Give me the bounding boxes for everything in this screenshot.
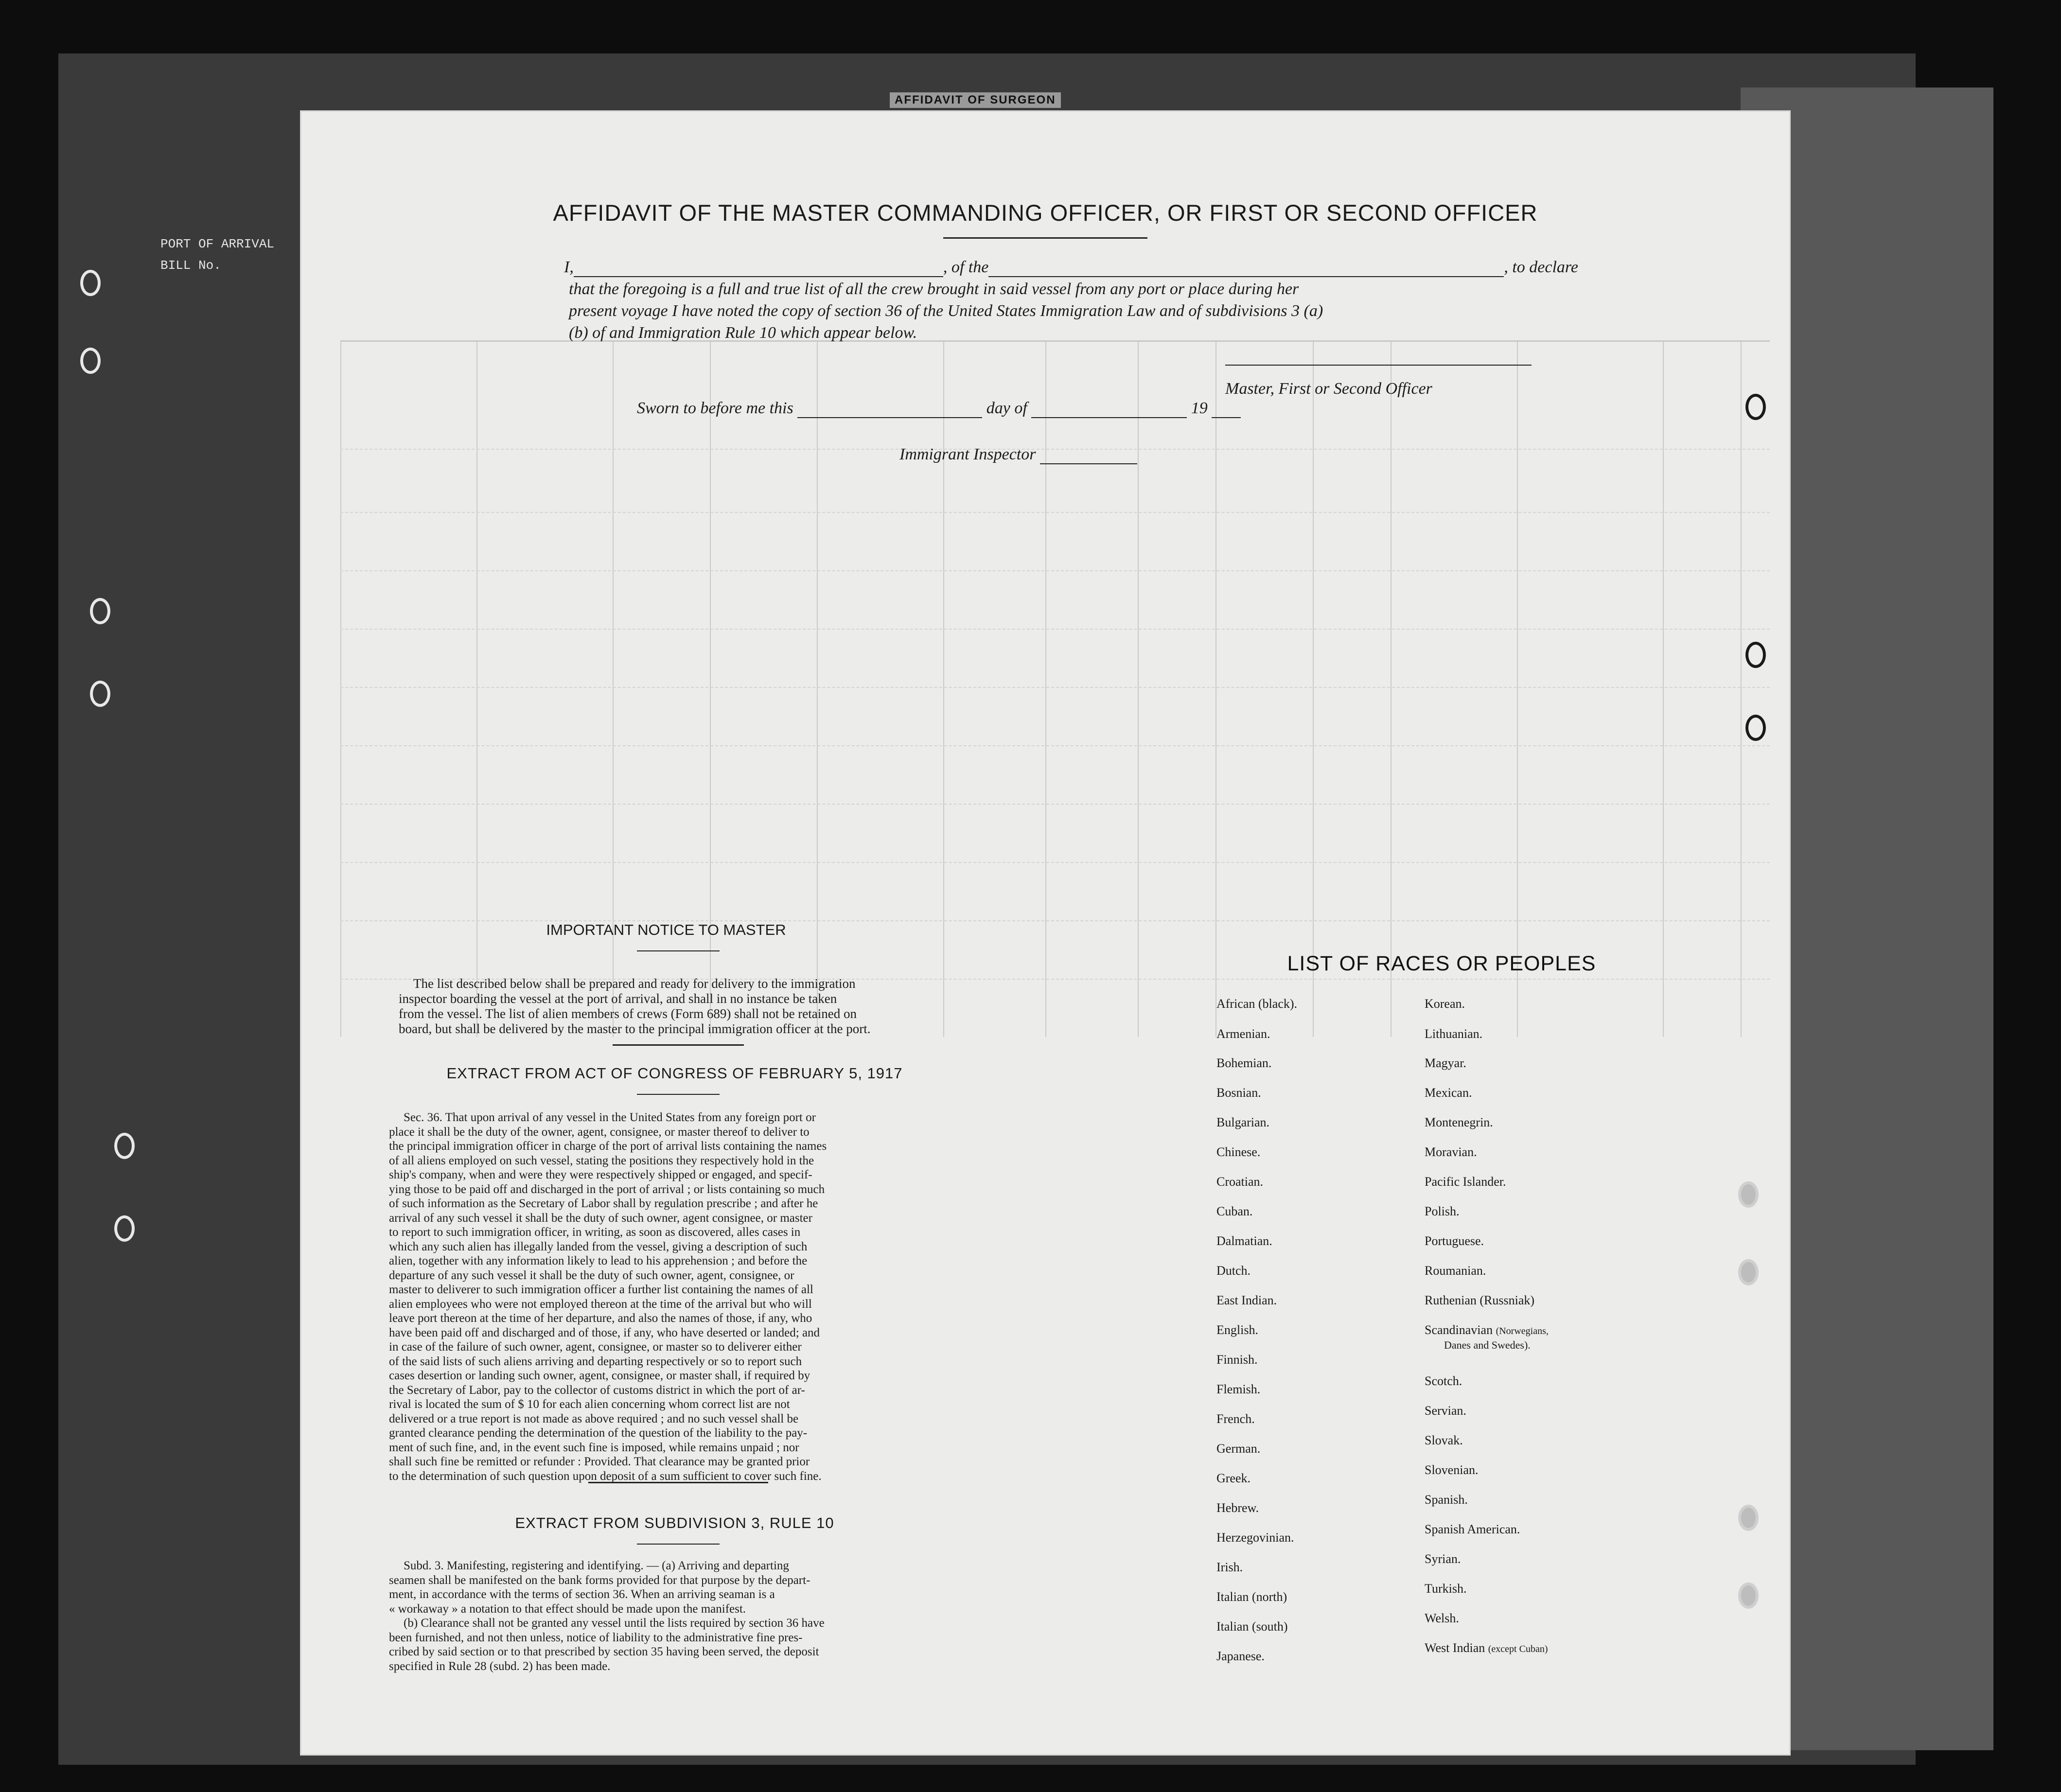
- inspector-line: Immigrant Inspector: [899, 445, 1137, 464]
- binder-hole-icon: [1738, 1505, 1759, 1531]
- sworn-year-field[interactable]: [1212, 417, 1241, 418]
- race-item: Chinese.: [1216, 1145, 1261, 1159]
- race-item: Bulgarian.: [1216, 1115, 1270, 1129]
- race-item: Turkish.: [1425, 1581, 1467, 1596]
- title-underline: [943, 237, 1147, 239]
- binder-hole-icon: [114, 1133, 135, 1159]
- race-item: Servian.: [1425, 1404, 1466, 1418]
- race-item: Polish.: [1425, 1204, 1460, 1218]
- extract-act-underline: [637, 1094, 720, 1095]
- vessel-field[interactable]: [988, 276, 1504, 277]
- race-item: Dalmatian.: [1216, 1234, 1272, 1248]
- extract-act-heading: EXTRACT FROM ACT OF CONGRESS OF FEBRUARY 5, 1917: [446, 1065, 903, 1082]
- sworn-line: Sworn to before me this day of 19: [637, 399, 1241, 418]
- binder-hole-icon: [1745, 642, 1766, 668]
- race-item: Roumanian.: [1425, 1264, 1486, 1278]
- race-item: German.: [1216, 1441, 1261, 1456]
- race-item: Slovak.: [1425, 1433, 1463, 1447]
- race-item: Mexican.: [1425, 1086, 1472, 1100]
- binder-hole-icon: [1738, 1582, 1759, 1609]
- race-item: Portuguese.: [1425, 1234, 1484, 1248]
- binder-hole-icon: [1738, 1259, 1759, 1285]
- affidavit-line-4: (b) of and Immigration Rule 10 which appear below.: [569, 324, 917, 342]
- notice-underline: [637, 950, 720, 951]
- section-divider: [613, 1044, 744, 1046]
- race-item: Italian (south): [1216, 1619, 1288, 1634]
- important-notice-text: The list described below shall be prepared and ready for delivery to the immigration inspector boarding the vessel at the port of arrival, and shall in no instance be taken from the vessel. The list of alien members of crews (Form 689) shall not be retained on board, but shall be delivered by the master to the principal immigration officer at the port.: [399, 976, 871, 1036]
- inspector-signature-field[interactable]: [1040, 463, 1137, 464]
- race-item: Slovenian.: [1425, 1463, 1479, 1477]
- race-item-continued: Danes and Swedes).: [1444, 1339, 1531, 1351]
- race-item: Greek.: [1216, 1471, 1251, 1485]
- extract-rule-text: Subd. 3. Manifesting, registering and identifying. — (a) Arriving and departing seamen shall be manifested on the bank forms provided for that purpose by the depart- ment, in accordance with the terms of section 36. When an arriving seaman is a « workaway » a notation to that effect should be made upon the manifest. (b) Clearance shall not be granted any vessel until the lists required by section 36 have been furnished, and not then unless, notice of liability to the administrative fine pres- cribed by said section or to that prescribed by section 35 having been served, the deposit specified in Rule 28 (subd. 2) has been made.: [389, 1559, 825, 1673]
- binder-hole-icon: [80, 348, 101, 374]
- master-signature-line: [1225, 365, 1532, 366]
- race-item: Welsh.: [1425, 1611, 1459, 1625]
- race-item: Irish.: [1216, 1560, 1243, 1574]
- affidavit-line-2: that the foregoing is a full and true list of all the crew brought in said vessel from any port or place during her: [569, 280, 1299, 298]
- race-item: Ruthenian (Russniak): [1425, 1293, 1535, 1307]
- race-item: Finnish.: [1216, 1353, 1258, 1367]
- race-item: Bosnian.: [1216, 1086, 1261, 1100]
- race-item: African (black).: [1216, 997, 1298, 1011]
- race-item: Syrian.: [1425, 1552, 1461, 1566]
- race-item: Pacific Islander.: [1425, 1175, 1506, 1189]
- race-item: Scotch.: [1425, 1374, 1462, 1388]
- race-item: Montenegrin.: [1425, 1115, 1493, 1129]
- binder-hole-icon: [90, 681, 110, 707]
- race-item: French.: [1216, 1412, 1255, 1426]
- binder-hole-icon: [90, 598, 110, 624]
- race-item: Flemish.: [1216, 1382, 1261, 1396]
- race-item: Spanish.: [1425, 1493, 1468, 1507]
- race-item: East Indian.: [1216, 1293, 1277, 1307]
- background-form-label: AFFIDAVIT OF SURGEON: [890, 92, 1061, 108]
- race-item: Moravian.: [1425, 1145, 1477, 1159]
- race-item: Magyar.: [1425, 1056, 1466, 1070]
- affidavit-line-1: I, , of the , to declare: [564, 258, 1578, 276]
- race-item: Armenian.: [1216, 1027, 1270, 1041]
- name-field[interactable]: [574, 276, 943, 277]
- binder-hole-icon: [1745, 394, 1766, 420]
- race-item: Italian (north): [1216, 1590, 1287, 1604]
- race-item: Scandinavian (Norwegians,: [1425, 1323, 1549, 1337]
- race-item: Bohemian.: [1216, 1056, 1272, 1070]
- background-stamp: PORT OF ARRIVAL BILL No.: [160, 237, 275, 273]
- race-item: Croatian.: [1216, 1175, 1264, 1189]
- extract-act-text: Sec. 36. That upon arrival of any vessel in the United States from any foreign port or place it shall be the duty of the owner, agent, consignee, or master thereof to deliver to the principal immigration officer in charge of the port of arrival lists containing the names of all aliens employed on such vessel, stating the positions they respectively hold in the ship's company, when and were they were respectively shipped or engaged, and specif- ying those to be paid off and discharged in the port of arrival ; or lists containing so much of such information as the Secretary of Labor shall by regulation prescribe ; and after he arrival of any such vessel it shall be the duty of such owner, agent consignee, or master to report to such immigration officer, in writing, as soon as discovered, alles cases in which any such alien has illegally landed from the vessel, giving a description of such alien, together with any information likely to lead to his apprehension ; and before the departure of any such vessel it shall be the duty of such owner, agent, consignee, or master to deliverer to such immigration officer a further list containing the names of all alien employees who were not employed thereon at the time of the arrival but who will leave port thereon at the time of her departure, and also the names of those, if any, who have been paid off and discharged and of those, if any, who have deserted or landed; and in case of the failure of such owner, agent, consignee, or master so to deliverer either of the said lists of such aliens arriving and departing respectively or so to report such cases desertion or landing such owner, agent, consignee, or master shall, if required by the Secretary of Labor, pay to the collector of customs district in which the port of ar- rival is located the sum of $ 10 for each alien concerning whom correct list are not delivered or a true report is not made as above required ; and no such vessel shall be granted clearance pending the determination of the question of the liability to the pay- ment of such fine, and, in the event such fine is imposed, while remains unpaid ; nor shall such fine be remitted or refunder : Provided. That clearance may be granted prior to the determination of such question upon deposit of a sum sufficient to cover such fine.: [389, 1111, 827, 1483]
- important-notice-heading: IMPORTANT NOTICE TO MASTER: [546, 921, 786, 938]
- binder-hole-icon: [1745, 715, 1766, 741]
- race-item: Lithuanian.: [1425, 1027, 1483, 1041]
- sworn-day-field[interactable]: [797, 417, 982, 418]
- affidavit-page: [301, 112, 1789, 1754]
- race-item: English.: [1216, 1323, 1258, 1337]
- affidavit-title: AFFIDAVIT OF THE MASTER COMMANDING OFFICER, OR FIRST OR SECOND OFFICER: [553, 200, 1538, 226]
- binder-hole-icon: [114, 1215, 135, 1242]
- extract-rule-heading: EXTRACT FROM SUBDIVISION 3, RULE 10: [515, 1514, 834, 1531]
- race-item: Japanese.: [1216, 1649, 1265, 1663]
- binder-hole-icon: [80, 270, 101, 296]
- binder-hole-icon: [1738, 1181, 1759, 1208]
- master-signature-label: Master, First or Second Officer: [1225, 380, 1432, 398]
- race-item: West Indian (except Cuban): [1425, 1641, 1548, 1655]
- section-divider: [588, 1482, 768, 1483]
- race-item: Korean.: [1425, 997, 1465, 1011]
- race-item: Herzegovinian.: [1216, 1530, 1294, 1545]
- sworn-month-field[interactable]: [1031, 417, 1187, 418]
- extract-rule-underline: [637, 1544, 720, 1545]
- affidavit-line-3: present voyage I have noted the copy of section 36 of the United States Immigration Law and of subdivisions 3 (a): [569, 302, 1323, 320]
- race-item: Spanish American.: [1425, 1522, 1520, 1536]
- race-item: Cuban.: [1216, 1204, 1253, 1218]
- race-item: Dutch.: [1216, 1264, 1251, 1278]
- race-item: Hebrew.: [1216, 1501, 1259, 1515]
- races-list-title: LIST OF RACES OR PEOPLES: [1287, 952, 1596, 975]
